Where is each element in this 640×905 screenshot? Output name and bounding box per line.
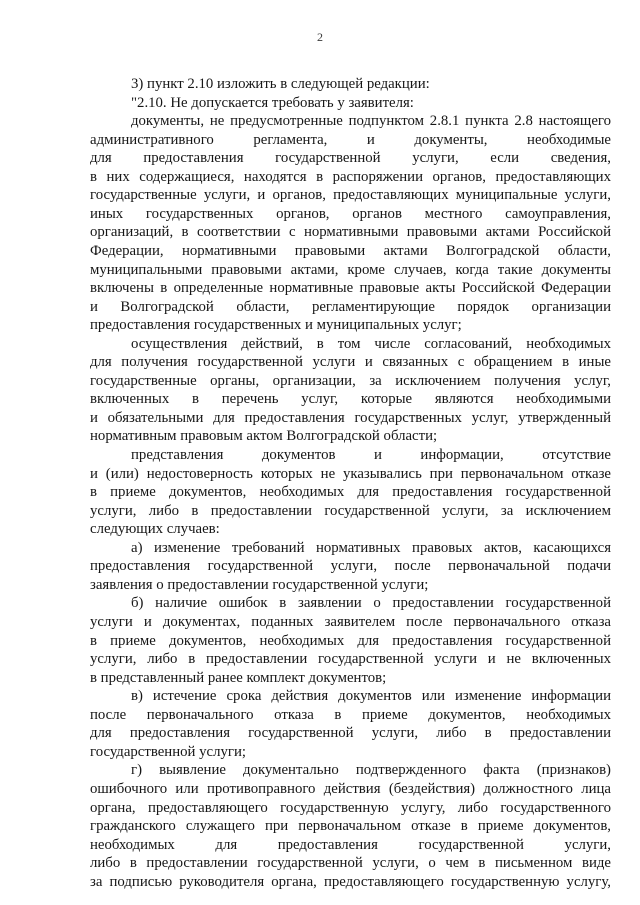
text-line: г) выявление документально подтвержденного факта (признаков) (131, 762, 611, 779)
text-line: государственной услуги; (90, 743, 247, 760)
text-line: документы, не предусмотренные подпунктом 2.8.1 пункта 2.8 настоящего (131, 113, 611, 130)
text-line: в) истечение срока действия документов или изменение информации (131, 688, 611, 705)
text-line: заявления о предоставлении государственной услуги; (90, 576, 429, 593)
text-line: муниципальными правовыми актами, кроме случаев, когда такие документы (90, 261, 611, 278)
text-line: следующих случаев: (90, 521, 220, 538)
text-line: ошибочного или противоправного действия (бездействия) должностного лица (90, 780, 611, 797)
text-line: для получения государственной услуги и связанных с обращением в иные (90, 354, 611, 371)
text-line: осуществления действий, в том числе согласований, необходимых (131, 335, 611, 352)
text-line: предоставления государственных и муниципальных услуг; (90, 317, 462, 334)
text-line: включены в определенные нормативные правовые акты Российской Федерации (90, 280, 611, 297)
text-line: либо в предоставлении государственной услуги, о чем в письменном виде (90, 855, 611, 872)
text-line: в представленный ранее комплект документов; (90, 669, 387, 686)
text-line: и (или) недостоверность которых не указывались при первоначальном отказе (90, 465, 611, 482)
text-line: необходимых для предоставления государственной услуги, (90, 836, 611, 853)
text-line: гражданского служащего при первоначальном отказе в приеме документов, (90, 818, 611, 834)
text-line: за подписью руководителя органа, предоставляющего государственную услугу, (90, 873, 611, 890)
text-line: и Волгоградской области, регламентирующие порядок организации (90, 298, 611, 315)
text-line: для предоставления государственной услуги, если сведения, (90, 150, 611, 167)
text-line: б) наличие ошибок в заявлении о предоставлении государственной (131, 595, 611, 612)
text-line: а) изменение требований нормативных правовых актов, касающихся (131, 539, 611, 556)
text-line: в приеме документов, необходимых для предоставления государственной (90, 632, 611, 649)
text-line: услуги, либо в предоставлении государственной услуги и не включенных (90, 651, 611, 668)
text-line: услуги и документах, поданных заявителем после первоначального отказа (90, 614, 611, 630)
text-line: иных государственных органов, органов местного самоуправления, (90, 205, 611, 222)
text-line: организаций, в соответствии с нормативными правовыми актами Российской (90, 224, 611, 241)
text-line: в приеме документов, необходимых для предоставления государственной (90, 484, 611, 501)
text-line: услуги, либо в предоставлении государственной услуги, за исключением (90, 502, 611, 519)
text-line: органа, предоставляющего государственную услугу, либо государственного (90, 799, 611, 816)
text-line: государственные услуги, и органов, предоставляющих муниципальные услуги, (90, 187, 611, 204)
text-line: 3) пункт 2.10 изложить в следующей редакции: (131, 76, 430, 92)
text-line: для предоставления государственной услуги, либо в предоставлении (90, 725, 611, 742)
text-line: в них содержащиеся, находятся в распоряжении органов, предоставляющих (90, 168, 611, 185)
text-line: "2.10. Не допускается требовать у заявителя: (131, 94, 414, 111)
text-line: Федерации, нормативными правовыми актами Волгоградской области, (90, 243, 611, 259)
text-line: нормативным правовым актом Волгоградской области; (90, 428, 438, 445)
page-number: 2 (317, 30, 323, 44)
text-line: государственные органы, организации, за исключением получения услуг, (90, 372, 611, 389)
text-line: предоставления государственной услуги, после первоначальной подачи (90, 558, 611, 575)
text-line: после первоначального отказа в приеме документов, необходимых (90, 706, 611, 723)
text-line: и обязательными для предоставления государственных услуг, утвержденный (90, 409, 611, 426)
text-line: представления документов и информации, отсутствие (131, 447, 611, 463)
text-line: административного регламента, и документы, необходимые (90, 131, 611, 148)
text-line: включенных в перечень услуг, которые являются необходимыми (90, 391, 611, 408)
